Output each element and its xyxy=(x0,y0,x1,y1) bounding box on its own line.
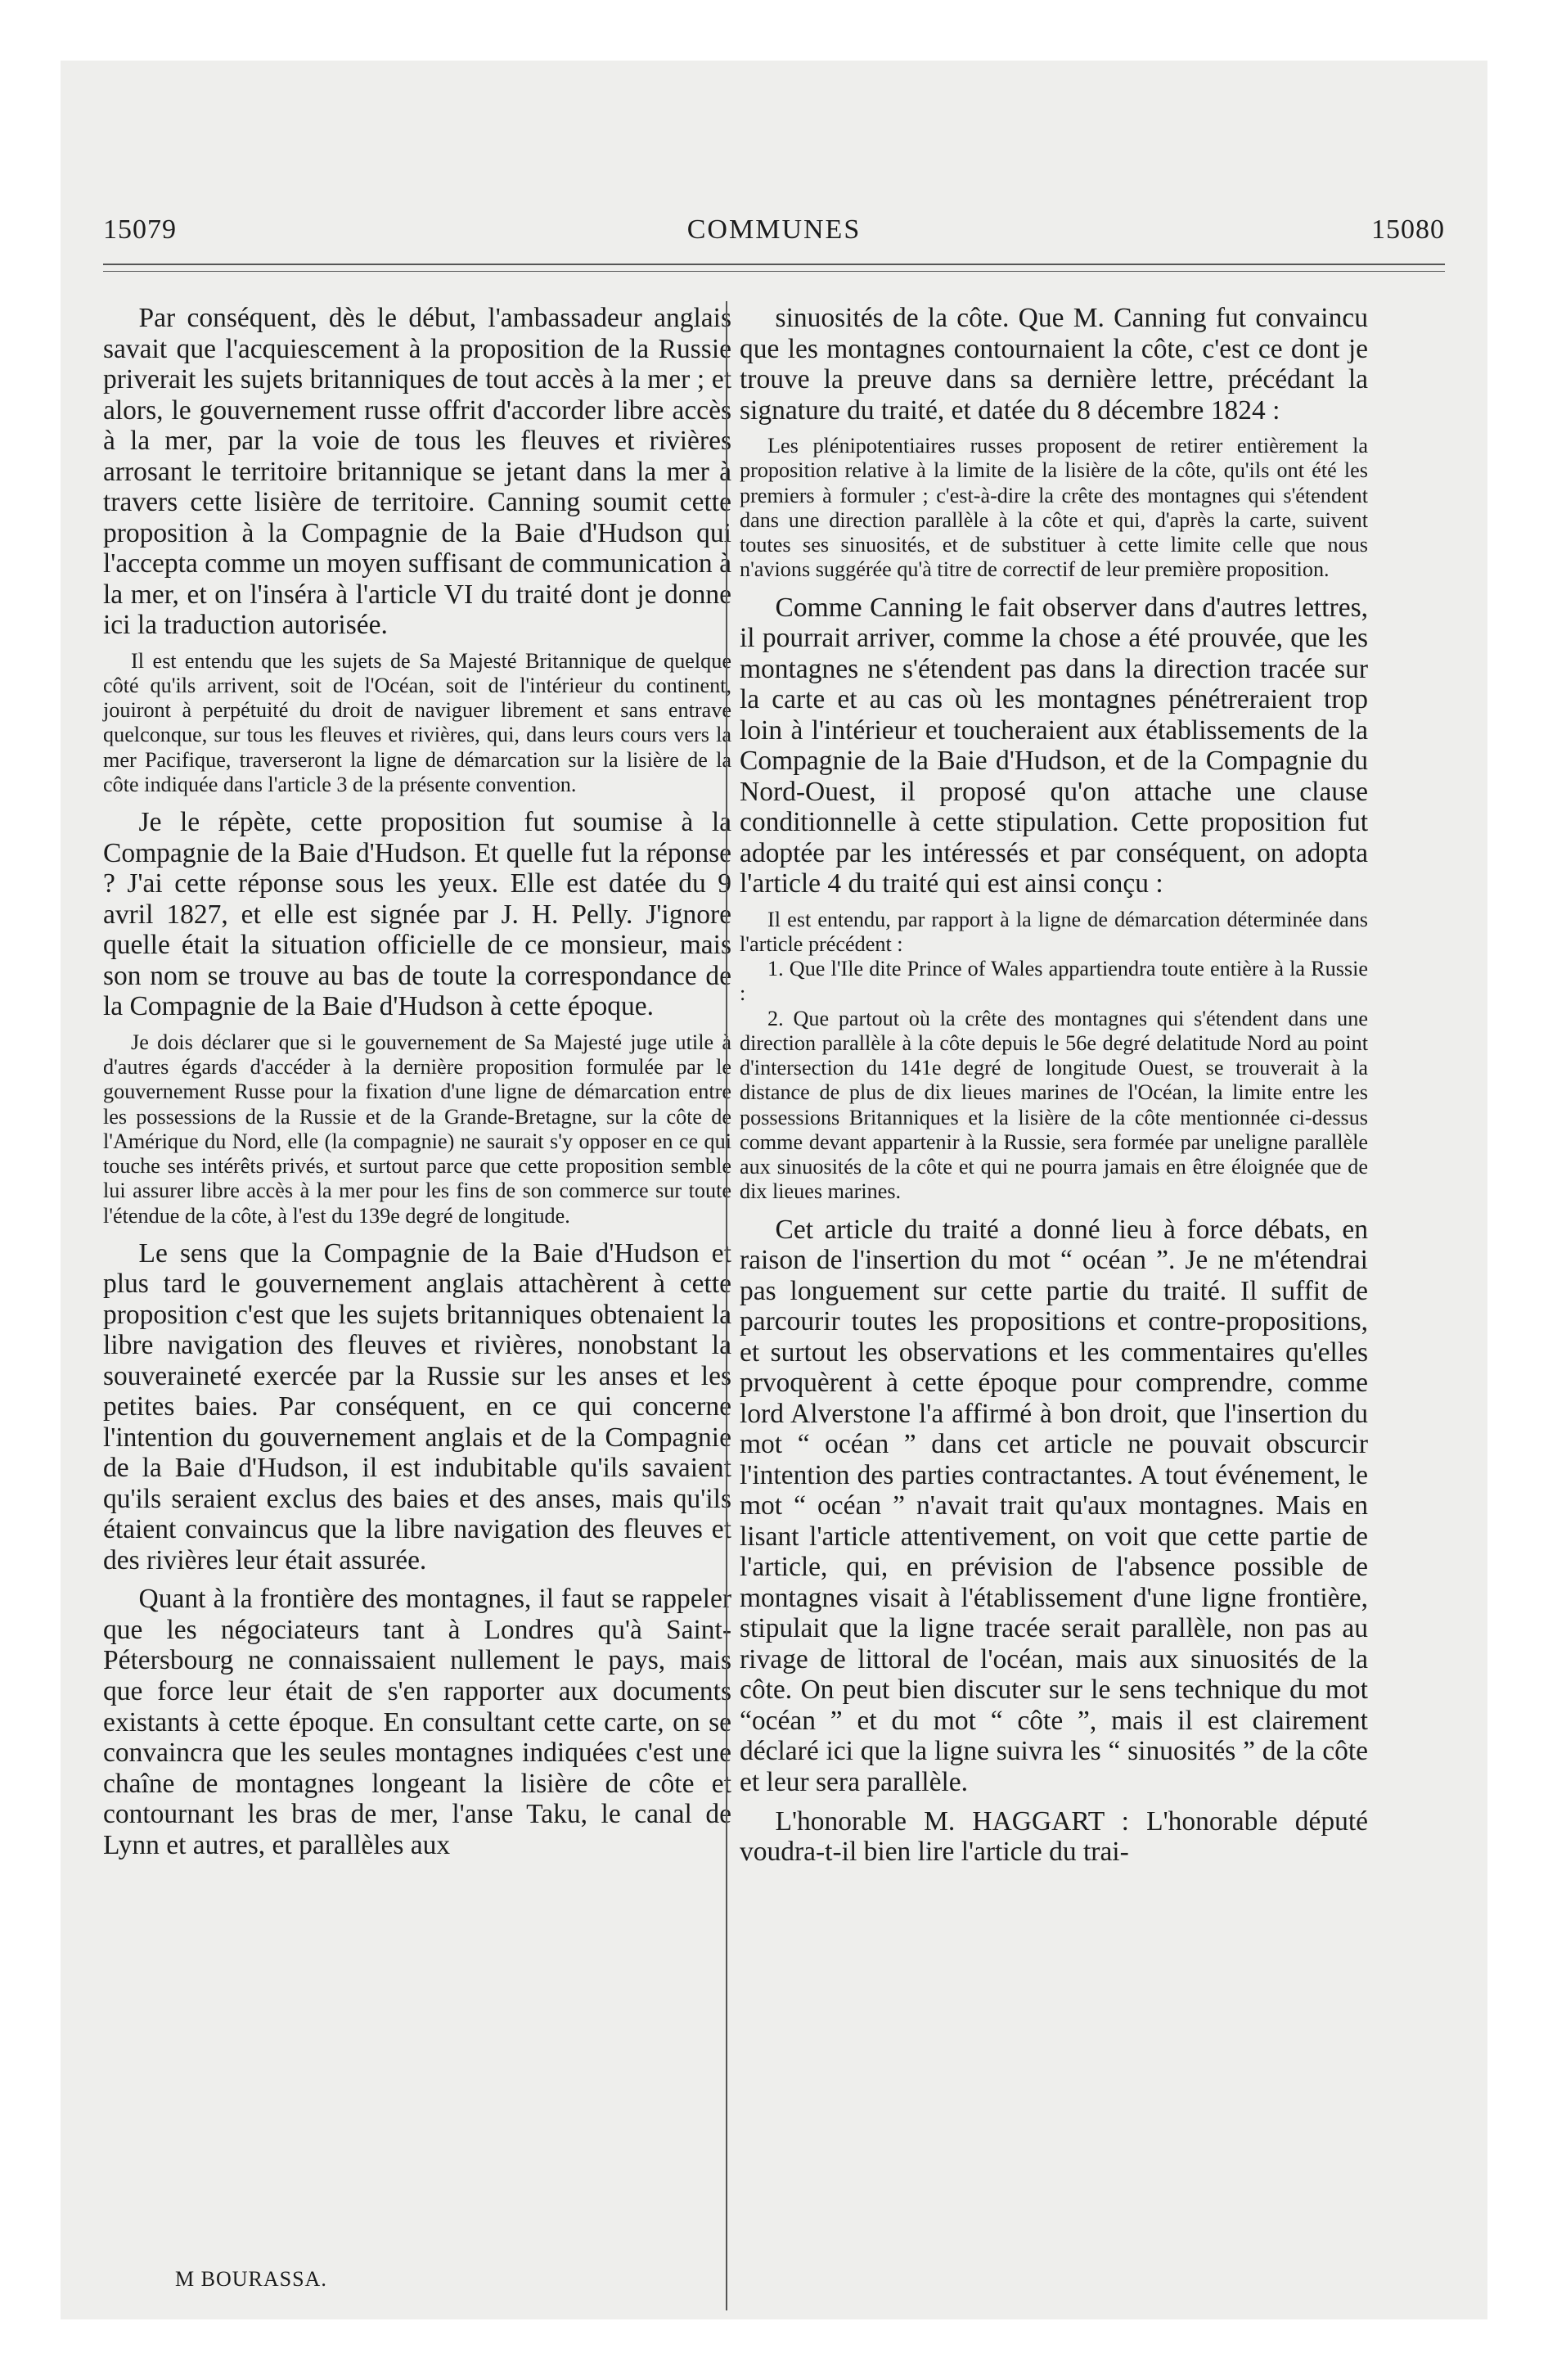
paragraph: sinuosités de la côte. Que M. Canning fut convaincu que les montagnes contournaient la côte, c'est ce dont je trouve la preuve dans sa dernière lettre, précédant la signature du traité, et datée du 8 décembre 1824 : xyxy=(740,303,1368,426)
header-rule xyxy=(103,264,1445,265)
paragraph: Par conséquent, dès le début, l'ambassadeur anglais savait que l'acquiescement à la proposition de la Russie priverait les sujets britanniques de tout accès à la mer ; et alors, le gouvernement russe offrit d'accorder libre accès à la mer, par la voie de tous les fleuves et rivières arrosant le territoire britannique se jetant dans la mer à travers cette lisière de territoire. Canning soumit cette proposition à la Compagnie de la Baie d'Hudson qui l'accepta comme un moyen suffisant de communication à la mer, et on l'inséra à l'article VI du traité dont je donne ici la traduction autorisée. xyxy=(103,303,731,641)
left-column xyxy=(103,303,731,1868)
paragraph: L'honorable M. HAGGART : L'honorable député voudra-t-il bien lire l'article du trai- xyxy=(740,1805,1368,1868)
quoted-letter: Les plénipotentiaires russes proposent de retirer entièrement la proposition relative à la limite de la lisière de la côte, qu'ils ont été les premiers à formuler ; c'est-à-dire la crête des montagnes qui s'étendent dans une direction parallèle à la côte et qui, d'après la carte, suivent toutes ses sinuosités, et de substituer à cette limite celle que nous n'avions suggérée qu'à titre de correctif de leur première proposition. xyxy=(740,434,1368,582)
page-number-right: 15080 xyxy=(1371,214,1445,245)
paragraph: Quant à la frontière des montagnes, il faut se rappeler que les négociateurs tant à Londres qu'à Saint-Pétersbourg ne connaissaient nullement le pays, mais que force leur était de s'en rapporter aux documents existants à cette époque. En consultant cette carte, on se convaincra que les seules montagnes indiquées c'est une chaîne de montagnes longeant la lisière de côte et contournant les bras de mer, l'anse Taku, le canal de Lynn et autres, et parallèles aux xyxy=(103,1584,731,1860)
header-rule-thin xyxy=(103,271,1445,272)
column-divider xyxy=(726,301,727,2310)
paragraph: Le sens que la Compagnie de la Baie d'Hudson et plus tard le gouvernement anglais attachèrent à cette proposition c'est que les sujets britanniques obtenaient la libre navigation des fleuves et rivières, nonobstant la souveraineté exercée par la Russie sur les anses et les petites baies. Par conséquent, en ce qui concerne l'intention du gouvernement anglais et de la Compagnie de la Baie d'Hudson, il est indubitable qu'ils savaient qu'ils seraient exclus des baies et des anses, mais qu'ils étaient convaincus que la libre navigation des fleuves et des rivières leur était assurée. xyxy=(103,1237,731,1575)
treaty-clause-2: 2. Que partout où la crête des montagnes qui s'étendent dans une direction parallèle à la côte depuis le 56e degré delatitude Nord au point d'intersection du 141e degré de longitude Ouest, se trouverait à la distance de plus de dix lieues marines de l'Océan, la limite entre les possessions Britanniques et la lisière de la côte mentionnée ci-dessus comme devant appartenir à la Russie, sera formée par uneligne parallèle aux sinuosités de la côte et qui ne pourra jamais en être éloignée que de dix lieues marines. xyxy=(740,1006,1368,1204)
treaty-article-intro: Il est entendu, par rapport à la ligne de démarcation déterminée dans l'article précédent : xyxy=(740,907,1368,956)
paragraph: Cet article du traité a donné lieu à force débats, en raison de l'insertion du mot “ océan ”. Je ne m'étendrai pas longuement sur cette partie du traité. Il suffit de parcourir toutes les propositions et contre-propositions, et surtout les observations et les commentaires qu'elles prvoquèrent à cette époque pour comprendre, comme lord Alverstone l'a affirmé à bon droit, que l'insertion du mot “ océan ” dans cet article ne pouvait obscurcir l'intention des parties contractantes. A tout événement, le mot “ océan ” n'avait trait qu'aux montagnes. Mais en lisant l'article attentivement, on voit que cette partie de l'article, qui, en prévision de l'absence possible de montagnes visait à l'établissement d'une ligne frontière, stipulait que la ligne tracée serait parallèle, non pas au rivage de littoral de l'océan, mais aux sinuosités de la côte. On peut bien discuter sur le sens technique du mot “océan ” et du mot “ côte ”, mais il est clairement déclaré ici que la ligne suivra les “ sinuosités ” de la côte et leur sera parallèle. xyxy=(740,1214,1368,1797)
page-number-left: 15079 xyxy=(103,214,177,245)
speaker-signature: M BOURASSA. xyxy=(175,2267,327,2291)
quoted-letter: Je dois déclarer que si le gouvernement de Sa Majesté juge utile à d'autres égards d'accéder à la dernière proposition formulée par le gouvernement Russe pour la fixation d'une ligne de démarcation entre les possessions de la Russie et de la Grande-Bretagne, sur la côte de l'Amérique du Nord, elle (la compagnie) ne saurait s'y opposer en ce qui touche ses intérêts privés, et surtout parce que cette proposition semble lui assurer libre accès à la mer pour les fins de son commerce sur toute l'étendue de la côte, à l'est du 139e degré de longitude. xyxy=(103,1030,731,1228)
treaty-clause-1: 1. Que l'Ile dite Prince of Wales appartiendra toute entière à la Russie : xyxy=(740,957,1368,1006)
paragraph: Comme Canning le fait observer dans d'autres lettres, il pourrait arriver, comme la chose a été prouvée, que les montagnes ne s'étendent pas dans la direction tracée sur la carte et au cas où les montagnes pénétreraient trop loin à l'intérieur et toucheraient aux établissements de la Compagnie de la Baie d'Hudson, et de la Compagnie du Nord-Ouest, il proposé qu'on attache une clause conditionnelle à cette stipulation. Cette proposition fut adoptée par les intéressés et par conséquent, on adopta l'article 4 du traité qui est ainsi conçu : xyxy=(740,592,1368,899)
page-title: COMMUNES xyxy=(686,214,862,245)
quoted-treaty-article: Il est entendu que les sujets de Sa Majesté Britannique de quelque côté qu'ils arrivent, soit de l'Océan, soit de l'intérieur du continent, jouiront à perpétuité du droit de naviguer librement et sans entrave quelconque, sur tous les fleuves et rivières, qui, dans leurs cours vers la mer Pacifique, traverseront la ligne de démarcation sur la lisière de la côte indiquée dans l'article 3 de la présente convention. xyxy=(103,648,731,796)
right-column xyxy=(740,303,1368,1876)
paragraph: Je le répète, cette proposition fut soumise à la Compagnie de la Baie d'Hudson. Et quelle fut la réponse ? J'ai cette réponse sous les yeux. Elle est datée du 9 avril 1827, et elle est signée par J. H. Pelly. J'ignore quelle était la situation officielle de ce monsieur, mais son nom se trouve au bas de toute la correspondance de la Compagnie de la Baie d'Hudson à cette époque. xyxy=(103,807,731,1022)
